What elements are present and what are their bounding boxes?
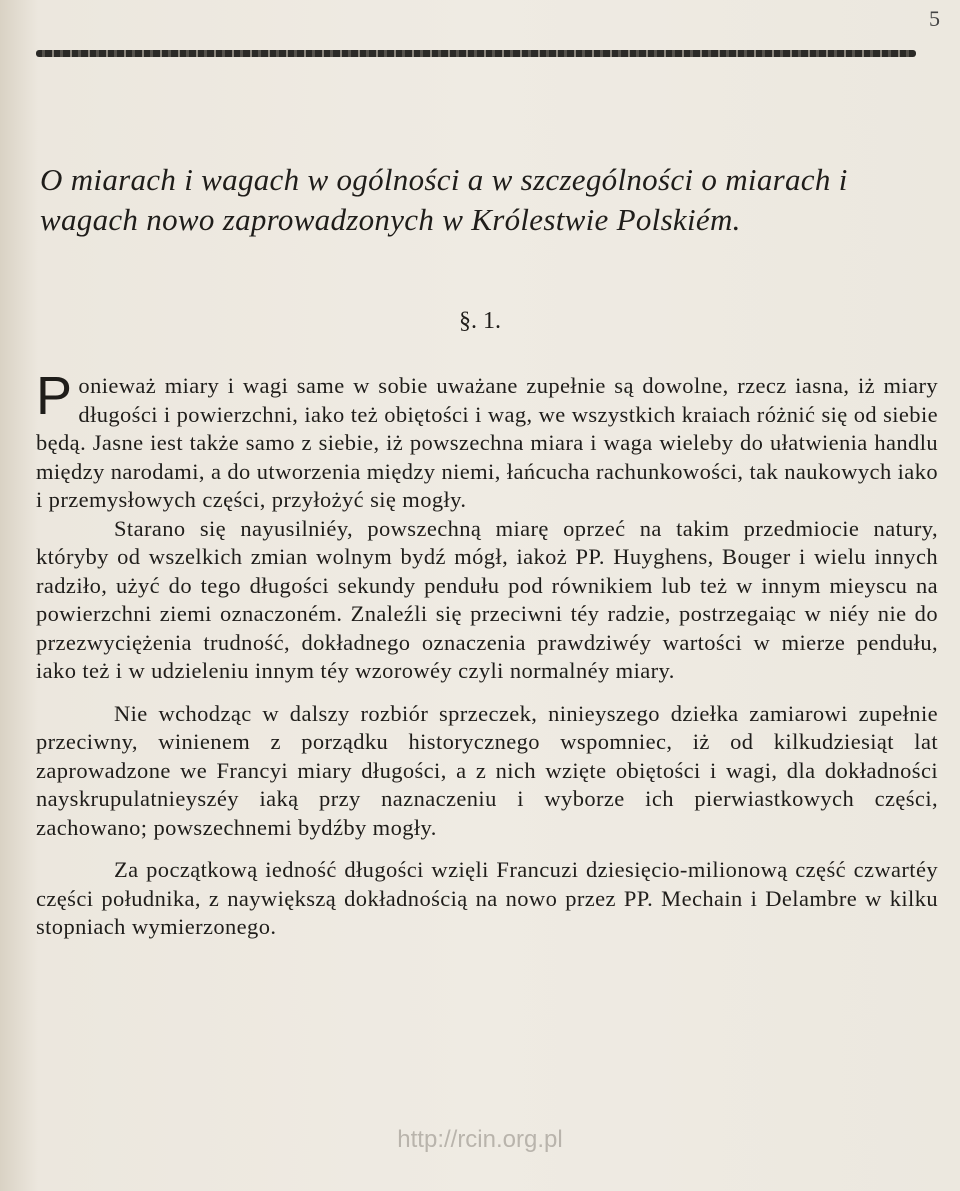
- watermark-url: http://rcin.org.pl: [397, 1126, 563, 1153]
- paragraph-1-text: onieważ miary i wagi same w sobie uważane zupełnie są dowolne, rzecz iasna, iż miary długości i powierzchni, iako też obiętości i wag, we wszystkich kraiach różnić się od siebie będą. Jasne iest także samo z siebie, iż powszechna miara i waga wieleby do ułatwienia handlu między narodami, a do utworzenia między niemi, łańcucha rachunkowości, tak naukowych iako i przemysłowych części, przyłożyć się mogły.: [36, 373, 938, 512]
- paragraph-4: Za początkową iedność długości wzięli Francuzi dziesięcio-milionową część czwartéy części południka, z naywiększą dokładnością na nowo przez PP. Mechain i Delambre w kilku stopniach wymierzonego.: [36, 857, 938, 939]
- chapter-title: O miarach i wagach w ogólności a w szczególności o miarach i wagach nowo zaprowadzonych w Królestwie Polskiém.: [40, 162, 848, 237]
- page-number: 5: [929, 6, 940, 31]
- section-heading: §. 1.: [459, 308, 501, 334]
- paragraph-1: [36, 366, 938, 515]
- paragraph-2: Starano się nayusilniéy, powszechną miarę oprzeć na takim przedmiocie natury, któryby od wszelkich zmian wolnym bydź mógł, iakoż PP. Huyghens, Bouger i wielu innych radziło, użyć do tego długości sekundy pendułu pod równikiem lub też w innym mieyscu na powierzchni ziemi oznaczoném. Znaleźli się przeciwni téy radzie, postrzegaiąc w niéy nie do przezwyciężenia trudność, dokładnego oznaczenia prawdziwéy wartości w mierze pendułu, iako też i w udzieleniu innym téy wzorowéy czyli normalnéy miary.: [36, 515, 938, 683]
- decorative-rule: [36, 50, 916, 57]
- paragraph-3: Nie wchodząc w dalszy rozbiór sprzeczek, ninieyszego dziełka zamiarowi zupełnie przeciwny, winienem z porządku historycznego wspomniec, iż od kilkudziesiąt lat zaprowadzone we Francyi miary długości, a z nich wzięte obiętości i wagi, dla dokładności nayskrupulatnieyszéy iaką przy naznaczeniu i wyborze ich pierwiastkowych części, zachowano; powszechnemi bydźby mogły.: [36, 700, 938, 840]
- drop-cap: P: [36, 366, 73, 426]
- body-text: [36, 366, 938, 942]
